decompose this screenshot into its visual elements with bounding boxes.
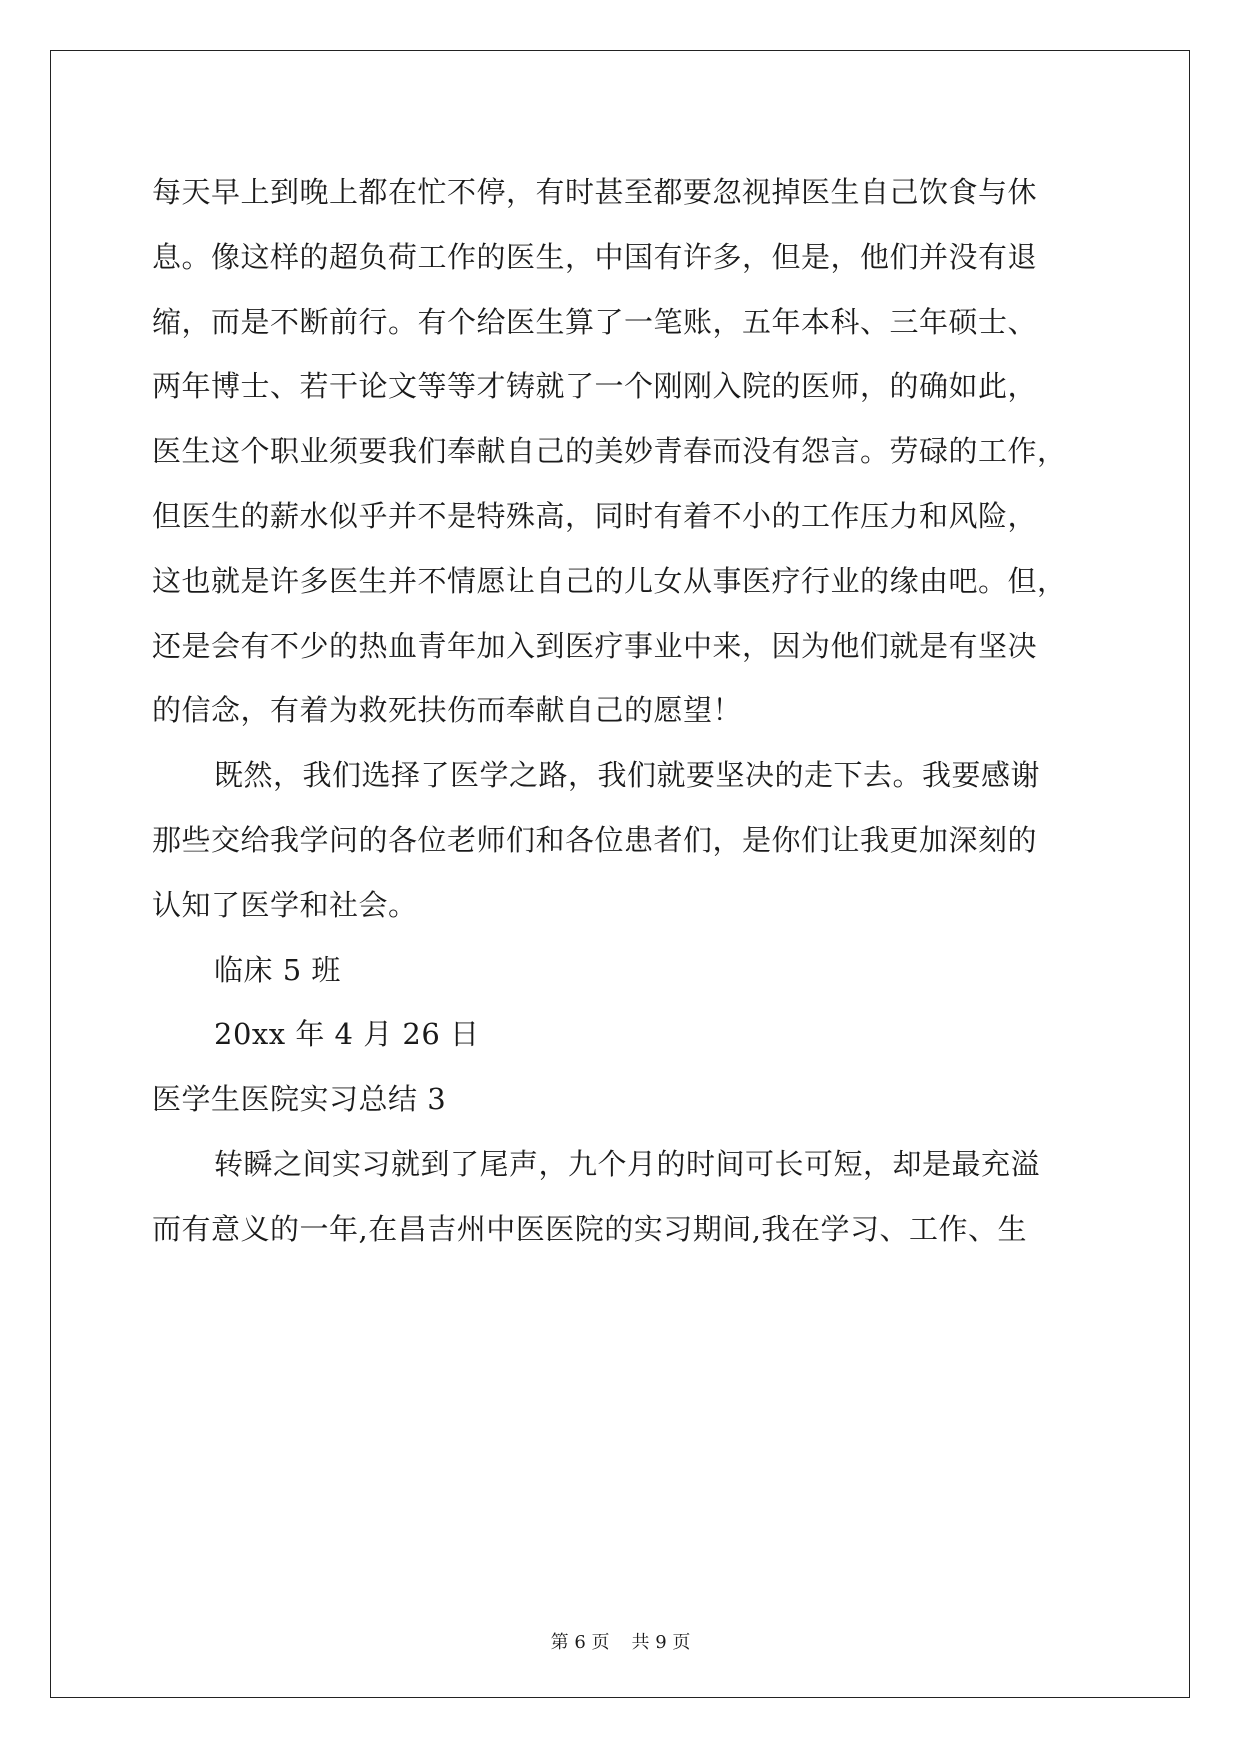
text-line: 那些交给我学问的各位老师们和各位患者们，是你们让我更加深刻的: [152, 822, 1038, 857]
text-line: 息。像这样的超负荷工作的医生，中国有许多，但是，他们并没有退: [152, 239, 1038, 274]
text-line: 还是会有不少的热血青年加入到医疗事业中来，因为他们就是有坚决: [152, 628, 1038, 663]
text-line: 缩，而是不断前行。有个给医生算了一笔账，五年本科、三年硕士、: [152, 304, 1038, 339]
page-number: 第 6 页: [550, 1632, 610, 1653]
text-line: 两年博士、若干论文等等才铸就了一个刚刚入院的医师，的确如此，: [152, 369, 1038, 404]
text-line: 认知了医学和社会。: [152, 887, 418, 922]
paragraph-start-line: 既然，我们选择了医学之路，我们就要坚决的走下去。我要感谢: [214, 758, 1041, 793]
page-total: 共 9 页: [631, 1632, 691, 1653]
text-line: 医生这个职业须要我们奉献自己的美妙青春而没有怨言。劳碌的工作，: [152, 434, 1067, 469]
class-signature: 临床 5 班: [214, 952, 341, 987]
text-line: 但医生的薪水似乎并不是特殊高，同时有着不小的工作压力和风险，: [152, 498, 1038, 533]
text-line: 的信念，有着为救死扶伤而奉献自己的愿望！: [152, 693, 743, 728]
text-line: 而有意义的一年,在昌吉州中医医院的实习期间,我在学习、工作、生: [152, 1211, 1027, 1246]
section-heading: 医学生医院实习总结 3: [152, 1082, 447, 1117]
text-line: 这也就是许多医生并不情愿让自己的儿女从事医疗行业的缘由吧。但，: [152, 563, 1067, 598]
date-signature: 20xx 年 4 月 26 日: [214, 1017, 480, 1052]
document-body: [152, 160, 1102, 1262]
text-line: 每天早上到晚上都在忙不停，有时甚至都要忽视掉医生自己饮食与休: [152, 175, 1038, 209]
page-footer: [0, 1628, 1241, 1654]
paragraph-start-line: 转瞬之间实习就到了尾声，九个月的时间可长可短，却是最充溢: [214, 1146, 1041, 1181]
